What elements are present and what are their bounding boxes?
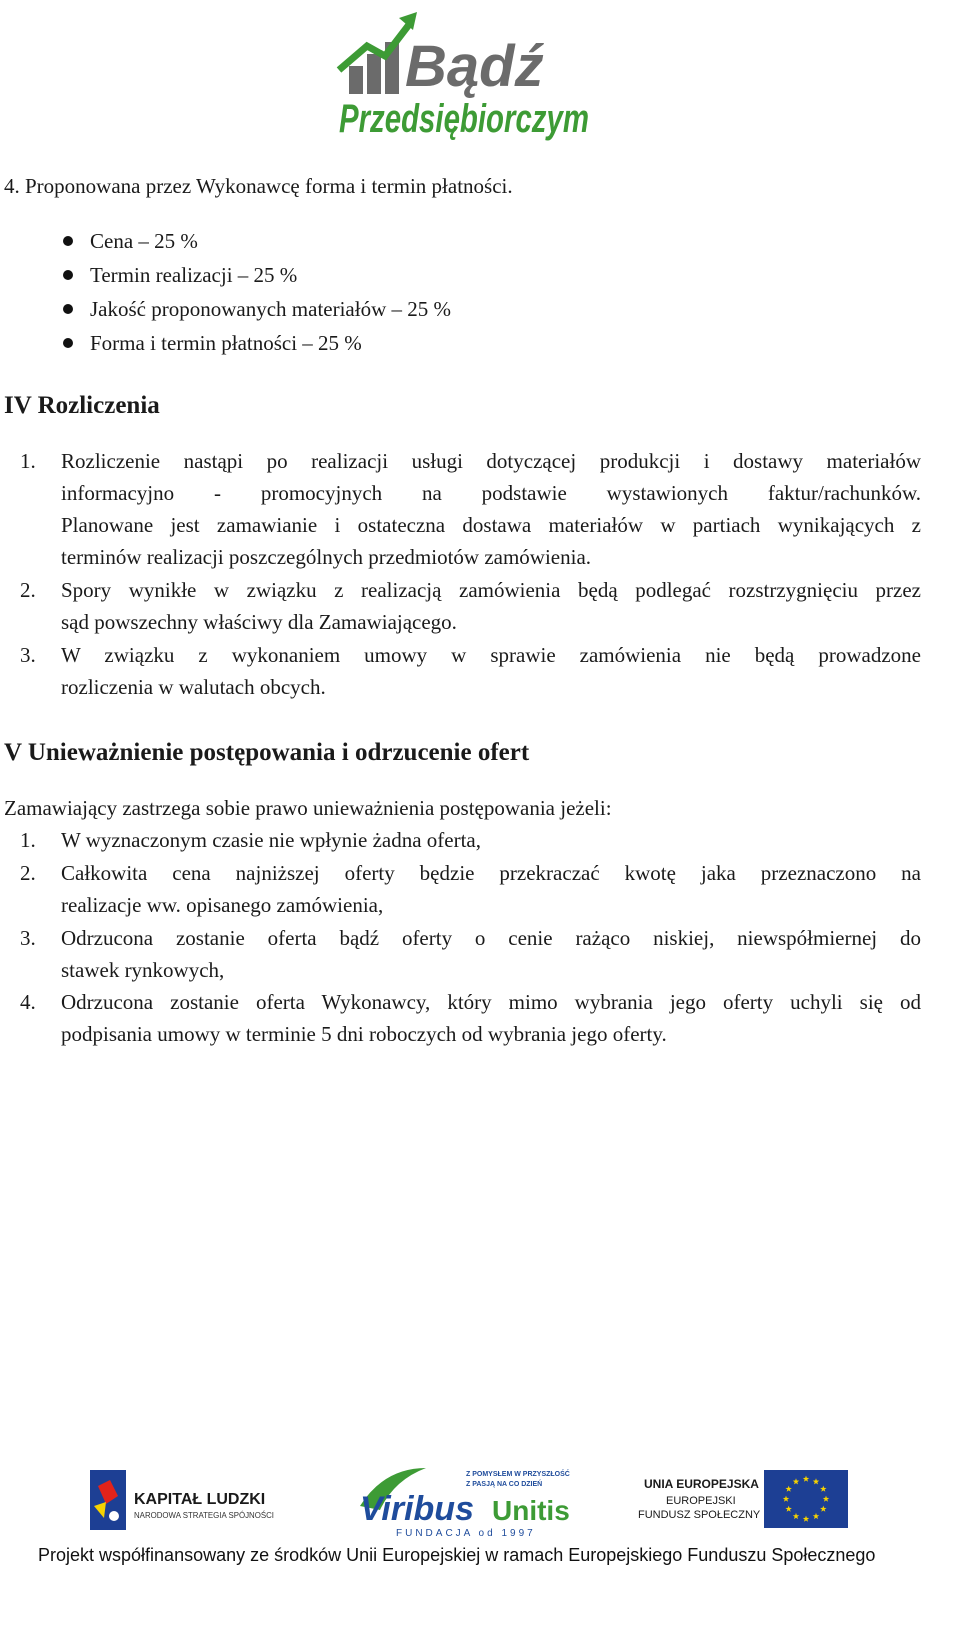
list-number: 3. [20, 643, 36, 667]
svg-text:KAPITAŁ LUDZKI: KAPITAŁ LUDZKI [134, 1491, 266, 1508]
section4-intro: 4. Proponowana przez Wykonawcę forma i termin płatności. [4, 174, 513, 198]
svg-text:Viribus: Viribus [360, 1490, 474, 1528]
list-item-line: rozliczenia w walutach obcych. [61, 675, 326, 699]
eu-flag-icon [618, 1468, 866, 1532]
svg-text:EUROPEJSKI: EUROPEJSKI [666, 1495, 736, 1507]
kapital-ludzki-logo [88, 1466, 288, 1536]
list-item-line: Rozliczenie nastąpi po realizacji usługi dotyczącej produkcji i dostawy materiałów [61, 449, 921, 473]
list-item-line: Planowane jest zamawianie i ostateczna dostawa materiałów w partiach wynikających z [61, 513, 921, 537]
svg-text:FUNDACJA od 1997: FUNDACJA od 1997 [396, 1528, 536, 1539]
section-v-title: V Unieważnienie postępowania i odrzucenie ofert [4, 739, 530, 766]
list-number: 1. [20, 828, 36, 852]
list-number: 1. [20, 449, 36, 473]
list-item-line: Spory wynikłe w związku z realizacją zamówienia będą podlegać rozstrzygnięciu przez [61, 578, 921, 602]
bullet-icon [63, 338, 73, 348]
svg-text:FUNDUSZ SPOŁECZNY: FUNDUSZ SPOŁECZNY [638, 1509, 761, 1521]
svg-text:Unitis: Unitis [492, 1495, 570, 1526]
list-item-line: informacyjno - promocyjnych na podstawie wystawionych faktur/rachunków. [61, 481, 921, 505]
section-iv-title: IV Rozliczenia [4, 392, 160, 419]
kapital-ludzki-icon [88, 1466, 288, 1536]
logo-line1: Bądź [405, 34, 544, 99]
viribus-unitis-icon [356, 1462, 572, 1542]
criteria-item: Cena – 25 % [90, 229, 198, 253]
list-item-line: W związku z wykonaniem umowy w sprawie zamówienia nie będą prowadzone [61, 643, 921, 667]
list-item-line: Odrzucona zostanie oferta Wykonawcy, który mimo wybrania jego oferty uchyli się od [61, 990, 921, 1014]
list-number: 2. [20, 861, 36, 885]
list-number: 3. [20, 926, 36, 950]
logo [333, 8, 595, 142]
svg-text:Z PASJĄ NA CO DZIEŃ: Z PASJĄ NA CO DZIEŃ [466, 1481, 543, 1488]
svg-text:NARODOWA STRATEGIA SPÓJNOŚCI: NARODOWA STRATEGIA SPÓJNOŚCI [134, 1511, 274, 1520]
bullet-icon [63, 304, 73, 314]
svg-text:Z POMYSŁEM W PRZYSZŁOŚĆ: Z POMYSŁEM W PRZYSZŁOŚĆ [466, 1471, 570, 1478]
list-item-line: terminów realizacji poszczególnych przedmiotów zamówienia. [61, 545, 592, 569]
list-item-line: W wyznaczonym czasie nie wpłynie żadna oferta, [61, 828, 481, 852]
bullet-icon [63, 270, 73, 280]
list-item-line: Odrzucona zostanie oferta bądź oferty o cenie rażąco niskiej, niewspółmiernej do [61, 926, 921, 950]
criteria-item: Jakość proponowanych materiałów – 25 % [90, 297, 451, 321]
eu-logo [618, 1468, 866, 1532]
list-item-line: sąd powszechny właściwy dla Zamawiającego. [61, 610, 457, 634]
list-item-line: podpisania umowy w terminie 5 dni roboczych od wybrania jego oferty. [61, 1022, 667, 1046]
list-number: 4. [20, 990, 36, 1014]
bullet-icon [63, 236, 73, 246]
svg-text:UNIA EUROPEJSKA: UNIA EUROPEJSKA [644, 1477, 759, 1491]
list-item-line: realizacje ww. opisanego zamówienia, [61, 893, 384, 917]
criteria-item: Termin realizacji – 25 % [90, 263, 298, 287]
footer-caption: Projekt współfinansowany ze środków Unii Europejskiej w ramach Europejskiego Funduszu Społecznego [38, 1545, 876, 1565]
list-item-line: Całkowita cena najniższej oferty będzie przekraczać kwotę jaka przeznaczono na [61, 861, 921, 885]
logo-graphic [333, 8, 595, 142]
list-number: 2. [20, 578, 36, 602]
logo-line2: Przedsiębiorczym [339, 97, 589, 141]
viribus-unitis-logo [356, 1462, 572, 1542]
section-v-intro: Zamawiający zastrzega sobie prawo unieważnienia postępowania jeżeli: [4, 796, 612, 820]
list-item-line: stawek rynkowych, [61, 958, 225, 982]
criteria-item: Forma i termin płatności – 25 % [90, 331, 362, 355]
